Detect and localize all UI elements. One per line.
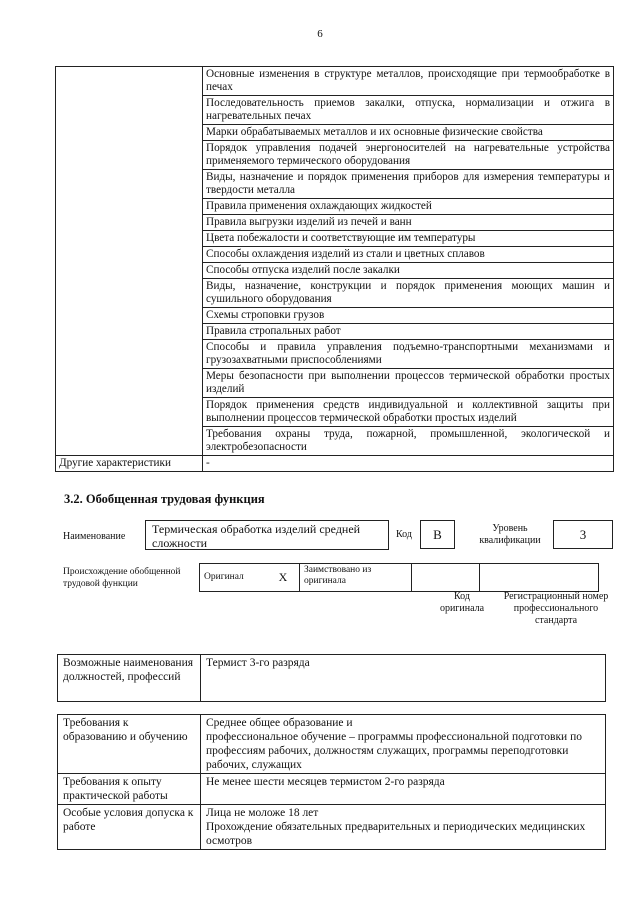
knowledge-item: Меры безопасности при выполнении процессов термической обработки простых изделий <box>203 369 614 398</box>
positions-value: Термист 3-го разряда <box>201 655 606 702</box>
positions-table <box>57 654 606 702</box>
knowledge-item: Правила выгрузки изделий из печей и ванн <box>203 215 614 231</box>
function-name-box: Термическая обработка изделий средней сложности <box>145 520 389 550</box>
reg-number-cell <box>480 564 599 592</box>
knowledge-item: Правила применения охлаждающих жидкостей <box>203 199 614 215</box>
knowledge-item: Виды, назначение и порядок применения приборов для измерения температуры и твердости металла <box>203 170 614 199</box>
name-label: Наименование <box>63 531 126 542</box>
code-original-caption: Код оригинала <box>439 591 485 614</box>
code-label: Код <box>396 529 412 540</box>
education-label: Требования к образованию и обучению <box>58 715 201 774</box>
level-label: Уровень квалификации <box>479 523 541 546</box>
education-line: профессиональное обучение – программы профессиональной подготовки по профессиям рабочих, должностям служащих, программы переподготовки рабочих, служащих <box>206 731 582 771</box>
borrowed-label: Заимствовано из оригинала <box>300 564 412 592</box>
positions-label: Возможные наименования должностей, профессий <box>58 655 201 702</box>
requirements-block-table <box>57 714 606 850</box>
knowledge-item: Схемы строповки грузов <box>203 308 614 324</box>
section-title: 3.2. Обобщенная трудовая функция <box>64 492 265 506</box>
knowledge-item: Основные изменения в структуре металлов, происходящие при термообработке в печах <box>203 67 614 96</box>
knowledge-item: Способы охлаждения изделий из стали и цветных сплавов <box>203 247 614 263</box>
special-conditions-value <box>201 805 606 850</box>
level-box: 3 <box>553 520 613 549</box>
knowledge-item: Способы отпуска изделий после закалки <box>203 263 614 279</box>
knowledge-item: Марки обрабатываемых металлов и их основные физические свойства <box>203 125 614 141</box>
reg-number-caption: Регистрационный номер профессионального стандарта <box>503 591 609 626</box>
experience-value: Не менее шести месяцев термистом 2-го разряда <box>201 774 606 805</box>
origin-table <box>199 563 599 592</box>
experience-label: Требования к опыту практической работы <box>58 774 201 805</box>
special-condition-line: Прохождение обязательных предварительных и периодических медицинских осмотров <box>206 821 586 847</box>
knowledge-item: Способы и правила управления подъемно-транспортными механизмами и грузозахватными приспособлениями <box>203 340 614 369</box>
education-value <box>201 715 606 774</box>
knowledge-item: Требования охраны труда, пожарной, промышленной, экологической и электробезопасности <box>203 427 614 456</box>
code-original-cell <box>412 564 480 592</box>
original-label: Оригинал <box>200 564 268 592</box>
knowledge-item: Правила стропальных работ <box>203 324 614 340</box>
knowledge-item: Последовательность приемов закалки, отпуска, нормализации и отжига в нагревательных печах <box>203 96 614 125</box>
page-number: 6 <box>317 28 323 40</box>
knowledge-item: Порядок применения средств индивидуальной и коллективной защиты при выполнении процессов термической обработки простых изделий <box>203 398 614 427</box>
code-box: В <box>420 520 455 549</box>
education-line: Среднее общее образование и <box>206 717 353 729</box>
other-characteristics-label: Другие характеристики <box>56 456 203 472</box>
knowledge-item: Порядок управления подачей энергоносителей на нагревательные устройства применяемого термического оборудования <box>203 141 614 170</box>
knowledge-table <box>55 66 614 472</box>
special-conditions-label: Особые условия допуска к работе <box>58 805 201 850</box>
knowledge-item: Цвета побежалости и соответствующие им температуры <box>203 231 614 247</box>
original-mark: X <box>267 564 300 592</box>
special-condition-line: Лица не моложе 18 лет <box>206 807 319 819</box>
other-characteristics-value: - <box>203 456 614 472</box>
knowledge-label-cell <box>56 67 203 456</box>
knowledge-item: Виды, назначение, конструкции и порядок применения моющих машин и сушильного оборудования <box>203 279 614 308</box>
origin-label: Происхождение обобщенной трудовой функции <box>63 567 181 589</box>
